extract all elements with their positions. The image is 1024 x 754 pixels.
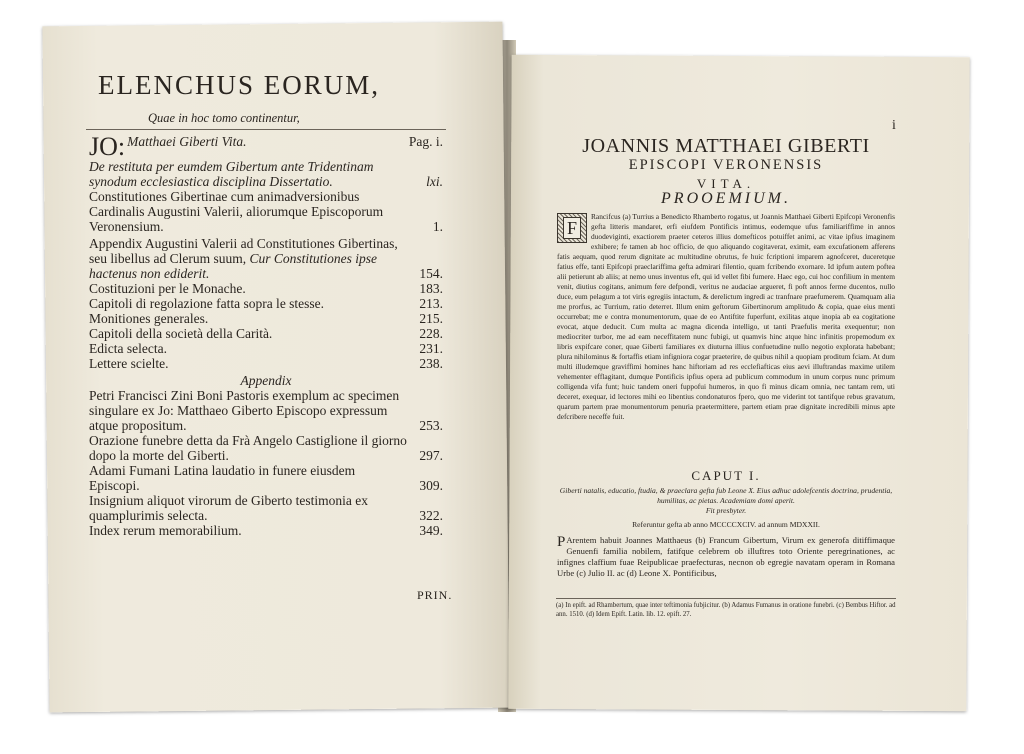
argument-line: Giberti natalis, educatio, ftudia, & praeclara gefta fub Leone X. Eius adhuc adolefcentis doctrina, prudentia, humilitas, ac pietas. Academiam domi aperit. [559,486,893,505]
paragraph-initial: P [557,534,566,550]
toc-entry-page: 228. [419,326,443,341]
toc-entry-text: Costituzioni per le Monache. [89,281,246,296]
toc-entry [89,236,443,281]
toc-entry-page: Pag. i. [408,134,443,149]
prooemium-body: Rancifcus (a) Turrius a Benedicto Rhamberto rogatus, ut Joannis Matthaei Giberti Epifcopi Veronenfis gefta litteris mandaret, erfi eiufdem Pontificis intimus, eodemque ufus familiariffime in annos duodeviginti, exactiorem praeter ceteros illius domefticos potuiffet animi, ac vitae ipfius imaginem exhibere; fe tamen ab hoc officio, de quo aliquando cogitaverat, eximit, eam excufationem afferens fatis aequam, quod rerum dignitate ac multitudine obrutus, fe huic fcriptioni imparem agnofceret, duceretque fatius effe, tanti Epifcopi praeclariffima gefta admirari filentio, quam fcribendo exornare. Id ipfum autem poftea alii petierunt ab aliis; at nemo unus inventus eft, qui id vellet fibi fumere. Haec ego, cui hoc confilium in mentem venit, diutius cogitans, animum fere defpondi, veritus ne audaciae argueret, fi poft annos ferme ducentos, nullo duce, eum pelagum a tot viris egregiis intactum, & derelictum ingredi ac tranfnare praefumerem. Quamquam alia me prorfus, ac Turrium, ratio deterret. Illum enim geftorum Gibertinorum amplitudo & copia, quae eius menti occurrebat; me e contra monumentorum, quae de eo Antiftite fuperfunt, exilitas atque inopia ab ea cogitatione evocat, atque deducit. Cum multa ac magna dicenda intelligo, ut tanti Praefulis merita exequentur; non mediocriter turbor, me ad eam neceffitatem nunc fubigi, ut quamvis hinc atque hinc infinitis propemodum ex libris expifcare coner, quae Giberti familiares ex diuturna illius confuetudine nullo negotio explorata habebant; plura nihilominus & fortaffis etiam infigniora cogar praeterire, de quibus nihil a quopiam proditum fciam. At dum multi illudemque graviffimi homines hanc hiftoriam ad res ecclefiafticas eius aevi illuftrandas maxime utilem vehementer efflagitant, dumque Pontificis ipfius opera ad publicum commodum in unum corpus nunc primum colligenda vifa funt; huic tandem oneri fuppofui humeros, in quo fi minus dicam omnia, nec tantam rem, uti deceret, exequar, id lectores mihi eo libentius condonaturos fpero, quo me viderint tot tantifque rebus gravatum, quarum partem prae monumentorum penuria praetermittere, partem etiam prae dignitate incredibili minus apte defcribere neceffe fuit. [557,212,895,421]
chapter-argument [557,486,895,516]
page-number: i [892,118,896,133]
jo-initial: JO: [89,132,126,161]
decorated-initial [557,213,587,243]
appendix-entry [89,523,443,538]
appendix-entry-page: 322. [419,508,443,523]
toc-entry-page: 231. [419,341,443,356]
appendix-entry-text: Index rerum memorabilium. [89,523,242,538]
prooemium-text [557,212,895,422]
footnote-rule [556,598,896,599]
chapter-text [557,535,895,579]
toc-entry-page: 213. [419,296,443,311]
title-vita: VITA. [696,176,756,191]
toc-entry [89,189,443,234]
appendix-entry [89,388,443,433]
toc-entry-text: Edicta selecta. [89,341,167,356]
toc-entry [89,132,443,161]
toc-entry [89,356,443,371]
appendix-entry [89,433,443,463]
argument-line: Fit presbyter. [705,506,747,515]
toc-entry-italic: Cur Constitutiones ipse hactenus non ediderit. [89,251,377,281]
toc-entry [89,296,443,311]
elenchus-subtitle: Quae in hoc tomo continentur, [148,111,300,125]
elenchus-title: ELENCHUS EORUM, [98,70,381,100]
appendix-entry-page: 297. [419,448,443,463]
appendix-entry-text: Insignium aliquot virorum de Giberto testimonia ex quamplurimis selecta. [89,493,368,523]
dropcap-letter: F [563,217,581,239]
title-author: JOANNIS MATTHAEI GIBERTI [582,135,870,157]
appendix-entry [89,463,443,493]
appendix-entry [89,493,443,523]
chapter-body: Arentem habuit Joannes Matthaeus (b) Francum Gibertum, Virum ex generofa ditiffimaque Genuenfi familia nobilem, fatifque celebrem ob illuftres toto Oriente peregrinationes, ac infignes claffium fuae Reipublicae praefecturas, necnon ob egregie navatam operam in Romana Urbe (c) Julio II. ac (d) Leone X. Pontificibus, [557,535,895,578]
appendix-heading: Appendix [240,373,292,388]
toc-entry-page: lxi. [426,174,443,189]
toc-entry-text: Appendix Augustini Valerii ad Constitutiones Gibertinas, seu libellus ad Clerum suum, [89,236,398,266]
toc-entry-text: Monitiones generales. [89,311,209,326]
toc-entry [89,341,443,356]
toc-entry-text: Matthaei Giberti Vita. [127,134,247,149]
toc-entry-text: Lettere scielte. [89,356,169,371]
toc-entry-page: 238. [419,356,443,371]
toc-entry-page: 183. [419,281,443,296]
toc-entry [89,159,443,189]
toc-entry [89,326,443,341]
toc-entry [89,281,443,296]
appendix-entry-page: 349. [419,523,443,538]
date-range-note: Referuntur gefta ab anno MCCCCXCIV. ad annum MDXXII. [632,520,820,529]
appendix-entry-page: 253. [419,418,443,433]
toc-entry-page: 215. [419,311,443,326]
appendix-entry-page: 309. [419,478,443,493]
toc-entry-text: Capitoli della società della Carità. [89,326,273,341]
title-rule [86,129,446,130]
toc-entry-text: Constitutiones Gibertinae cum animadversionibus Cardinalis Augustini Valerii, aliorumque Episcoporum Veronensium. [89,189,384,234]
toc-entry-text: Capitoli di regolazione fatta sopra le stesse. [89,296,325,311]
section-title: PROOEMIUM. [661,190,791,207]
toc-entry-page: 1. [432,219,443,234]
appendix-entry-text: Adami Fumani Latina laudatio in funere eiusdem Episcopi. [89,463,356,493]
toc-entry [89,311,443,326]
toc-entry-page: 154. [419,266,443,281]
appendix-entry-text: Petri Francisci Zini Boni Pastoris exemplum ac specimen singulare ex Jo: Matthaeo Giberto Episcopo expressum atque propositum. [89,388,400,433]
appendix-entry-text: Orazione funebre detta da Frà Angelo Castiglione il giorno dopo la morte del Giberti. [89,433,407,463]
chapter-heading: CAPUT I. [691,468,761,483]
footnotes: (a) In epift. ad Rhambertum, quae inter teftimonia fubjicitur. (b) Adamus Fumanus in oratione funebri. (c) Bembus Hiftor. ad ann. 1510. (d) Idem Epift. Latin. lib. 12. epift. 27. [556,602,896,618]
title-office: EPISCOPI VERONENSIS [628,157,824,173]
table-of-contents [89,134,443,538]
catchword: PRIN. [417,588,453,602]
toc-entry-text: De restituta per eumdem Gibertum ante Tridentinam synodum ecclesiastica disciplina Dissertatio. [89,159,374,189]
